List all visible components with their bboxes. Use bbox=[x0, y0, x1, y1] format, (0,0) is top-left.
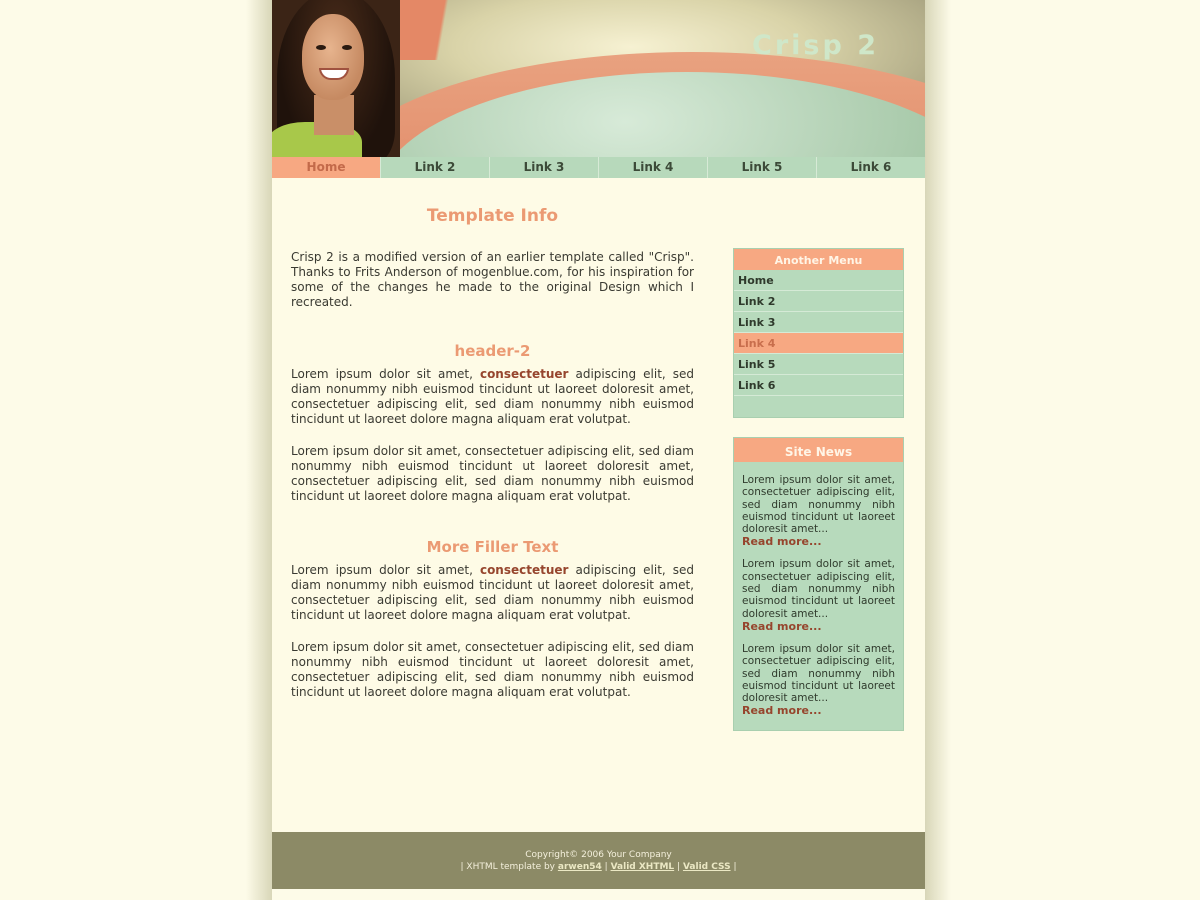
main-content bbox=[291, 206, 694, 700]
sidebar-menu bbox=[733, 248, 904, 418]
nav-item-home[interactable]: Home bbox=[272, 157, 381, 178]
sidebar-item-home[interactable]: Home bbox=[734, 270, 903, 291]
section-heading: header-2 bbox=[454, 342, 531, 360]
page-container bbox=[272, 0, 925, 889]
section-paragraph: Lorem ipsum dolor sit amet, consectetuer adipiscing elit, sed diam nonummy nibh euismod tincidunt ut laoreet doloresit amet, consectetuer adipiscing elit, sed diam nonummy nibh euismod tincidunt ut laoreet dolore magna aliquam erat volutpat. bbox=[291, 367, 694, 426]
sidebar-item-link-3[interactable]: Link 3 bbox=[734, 312, 903, 333]
valid-css-link[interactable]: Valid CSS bbox=[682, 861, 731, 872]
site-news-box bbox=[733, 437, 904, 731]
nav-item-link-2[interactable]: Link 2 bbox=[381, 157, 490, 178]
header-swoosh-top bbox=[387, 0, 707, 60]
sidebar-menu-title: Another Menu bbox=[734, 249, 903, 270]
read-more-link[interactable]: Read more... bbox=[742, 535, 822, 549]
intro-paragraph: Crisp 2 is a modified version of an earlier template called "Crisp". Thanks to Frits Anderson of mogenblue.com, for his inspiration for some of the changes he made to the original Design which I recreated. bbox=[291, 250, 694, 309]
read-more-link[interactable]: Read more... bbox=[742, 704, 822, 718]
nav-item-link-3[interactable]: Link 3 bbox=[490, 157, 599, 178]
footer-credit: XHTML template by bbox=[466, 861, 556, 872]
footer-copyright: Copyright© 2006 Your Company bbox=[525, 850, 672, 860]
portrait-neck bbox=[314, 95, 354, 135]
news-item bbox=[742, 558, 895, 632]
site-news-title: Site News bbox=[734, 438, 903, 462]
news-item bbox=[742, 643, 895, 717]
site-title: Crisp 2 bbox=[752, 30, 879, 61]
footer-links: | XHTML template by arwen54 | Valid XHTML | Valid CSS | bbox=[460, 861, 737, 872]
nav-item-link-5[interactable]: Link 5 bbox=[708, 157, 817, 178]
emphasis-text: consectetuer bbox=[479, 563, 569, 577]
page-shadow-left bbox=[246, 0, 272, 900]
page-title: Template Info bbox=[426, 206, 559, 226]
section-paragraph: Lorem ipsum dolor sit amet, consectetuer adipiscing elit, sed diam nonummy nibh euismod tincidunt ut laoreet doloresit amet, consectetuer adipiscing elit, sed diam nonummy nibh euismod tincidunt ut laoreet dolore magna aliquam erat volutpat. bbox=[291, 444, 694, 503]
section-paragraph: Lorem ipsum dolor sit amet, consectetuer adipiscing elit, sed diam nonummy nibh euismod tincidunt ut laoreet doloresit amet, consectetuer adipiscing elit, sed diam nonummy nibh euismod tincidunt ut laoreet dolore magna aliquam erat volutpat. bbox=[291, 563, 694, 622]
sidebar-item-link-2[interactable]: Link 2 bbox=[734, 291, 903, 312]
news-text: Lorem ipsum dolor sit amet, consectetuer adipiscing elit, sed diam nonummy nibh euismod tincidunt ut laoreet doloresit amet... bbox=[742, 474, 895, 536]
header-portrait-image bbox=[272, 0, 400, 157]
portrait-face bbox=[302, 14, 364, 100]
section-paragraph: Lorem ipsum dolor sit amet, consectetuer adipiscing elit, sed diam nonummy nibh euismod tincidunt ut laoreet doloresit amet, consectetuer adipiscing elit, sed diam nonummy nibh euismod tincidunt ut laoreet dolore magna aliquam erat volutpat. bbox=[291, 640, 694, 699]
read-more-link[interactable]: Read more... bbox=[742, 619, 822, 633]
sidebar-item-link-6[interactable]: Link 6 bbox=[734, 375, 903, 396]
news-text: Lorem ipsum dolor sit amet, consectetuer adipiscing elit, sed diam nonummy nibh euismod tincidunt ut laoreet doloresit amet... bbox=[742, 642, 895, 705]
nav-item-link-6[interactable]: Link 6 bbox=[850, 160, 892, 174]
author-link[interactable]: arwen54 bbox=[557, 861, 602, 872]
portrait-eye bbox=[342, 45, 352, 50]
news-text: Lorem ipsum dolor sit amet, consectetuer adipiscing elit, sed diam nonummy nibh euismod tincidunt ut laoreet doloresit amet... bbox=[742, 558, 895, 620]
sidebar-item-link-5[interactable]: Link 5 bbox=[734, 354, 903, 375]
nav-item-link-4[interactable]: Link 4 bbox=[599, 157, 708, 178]
portrait-eye bbox=[316, 45, 326, 50]
section-heading: More Filler Text bbox=[426, 538, 559, 556]
valid-xhtml-link[interactable]: Valid XHTML bbox=[610, 861, 675, 872]
sidebar-item-link-4[interactable]: Link 4 bbox=[734, 333, 903, 354]
site-footer bbox=[272, 832, 925, 889]
page-shadow-right bbox=[925, 0, 951, 900]
main-nav bbox=[272, 157, 925, 178]
news-item bbox=[742, 474, 895, 548]
site-header bbox=[272, 0, 925, 157]
emphasis-text: consectetuer bbox=[479, 367, 569, 381]
